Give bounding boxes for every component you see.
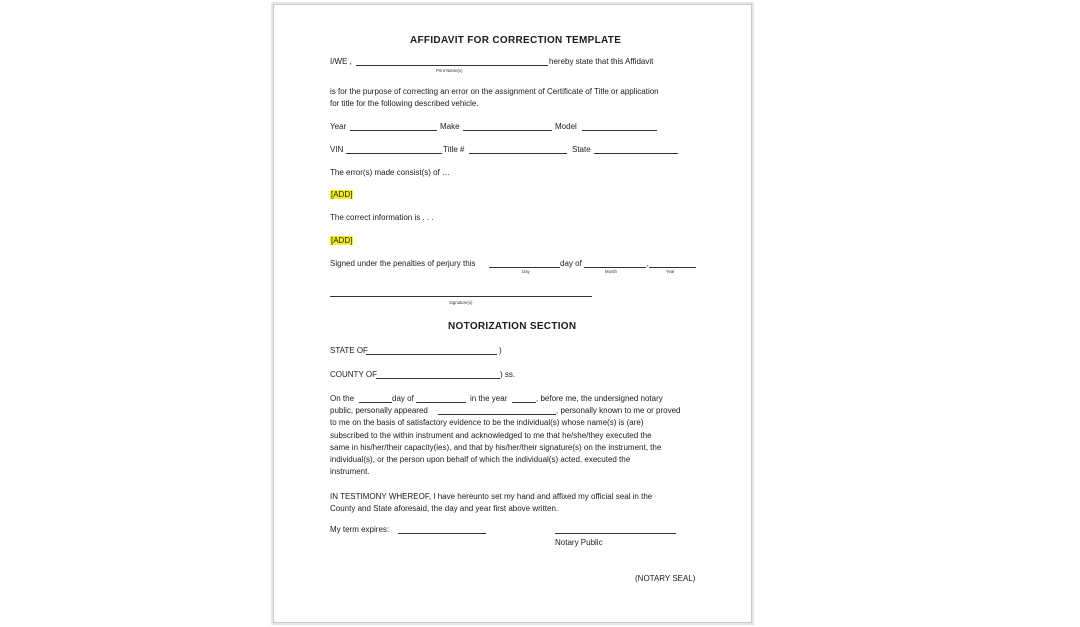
state-label: State: [572, 145, 591, 154]
ss-text: ) ss.: [500, 370, 516, 379]
state-line: [594, 153, 678, 154]
title-no-line: [469, 153, 567, 154]
county-of-line: [376, 378, 500, 379]
title-no-label: Title #: [443, 145, 465, 154]
p-day-line: [359, 402, 392, 403]
p-known: , personally known to me or proved: [556, 406, 681, 415]
notary-public-label: Notary Public: [555, 538, 603, 547]
add-placeholder-text-1: [ADD]: [331, 190, 353, 199]
we-label: I/WE ,: [330, 57, 352, 66]
day-of-text: day of: [560, 259, 582, 268]
p-line-6: individual(s), or the person upon behalf of which the individual(s) acted, executed the: [330, 455, 631, 464]
p-month-line: [416, 402, 466, 403]
make-label: Make: [440, 122, 460, 131]
purpose-line-2: for title for the following described vehicle.: [330, 99, 479, 108]
add-placeholder-text-2: [ADD]: [331, 236, 353, 245]
add-placeholder-1: [330, 190, 353, 200]
p-in-year: in the year: [470, 394, 508, 403]
p-line-4: subscribed to the within instrument and acknowledged to me that he/she/they executed the: [330, 431, 652, 440]
year-label: Year: [330, 122, 347, 131]
signature-line: [330, 296, 592, 297]
print-name-line: [356, 65, 548, 66]
term-expires-label: My term expires:: [330, 525, 390, 534]
add-placeholder-2: [330, 236, 353, 246]
p-line-3: to me on the basis of satisfactory evidence to be the individual(s) whose name(s) is (are): [330, 418, 644, 427]
correct-label: The correct information is . . .: [330, 213, 434, 222]
p-public: public, personally appeared: [330, 406, 428, 415]
year-line: [350, 130, 437, 131]
state-of-line: [366, 354, 497, 355]
p-line-7: instrument.: [330, 467, 370, 476]
day-line: [489, 267, 560, 268]
document-page: [273, 4, 752, 623]
month-caption: Month: [605, 269, 617, 274]
p-year-line: [512, 402, 536, 403]
p-appeared-line: [438, 414, 556, 415]
p-line-5: same in his/her/their capacity(ies), and that by his/her/their signature(s) on the instrument, the: [330, 443, 662, 452]
day-caption: Day: [522, 269, 530, 274]
comma-text: ,: [646, 259, 649, 268]
month-line: [584, 267, 646, 268]
document-title: AFFIDAVIT FOR CORRECTION TEMPLATE: [410, 35, 622, 46]
hereby-text: hereby state that this Affidavit: [549, 57, 654, 66]
notary-seal-label: (NOTARY SEAL): [635, 574, 696, 583]
term-expires-line: [398, 533, 486, 534]
year-caption: Year: [666, 269, 675, 274]
p-before: , before me, the undersigned notary: [536, 394, 663, 403]
vin-label: VIN: [330, 145, 344, 154]
p-on-the: On the: [330, 394, 355, 403]
model-line: [582, 130, 657, 131]
p-day-of: day of: [392, 394, 414, 403]
state-of-paren: ): [499, 346, 502, 355]
county-of-label: COUNTY OF: [330, 370, 377, 379]
signature-caption: Signature(s): [449, 300, 473, 305]
testimony-line-1: IN TESTIMONY WHEREOF, I have hereunto set my hand and affixed my official seal in the: [330, 492, 653, 501]
model-label: Model: [555, 122, 577, 131]
error-label: The error(s) made consist(s) of …: [330, 168, 451, 177]
make-line: [463, 130, 552, 131]
notary-section-title: NOTORIZATION SECTION: [448, 321, 577, 332]
testimony-line-2: County and State aforesaid, the day and year first above written.: [330, 504, 559, 513]
year-sign-line: [649, 267, 696, 268]
print-name-caption: Print Name(s): [436, 68, 463, 73]
purpose-line-1: is for the purpose of correcting an error on the assignment of Certificate of Title or application: [330, 87, 659, 96]
vin-line: [346, 153, 442, 154]
signed-label: Signed under the penalties of perjury this: [330, 259, 476, 268]
state-of-label: STATE OF: [330, 346, 368, 355]
notary-signature-line: [555, 533, 676, 534]
